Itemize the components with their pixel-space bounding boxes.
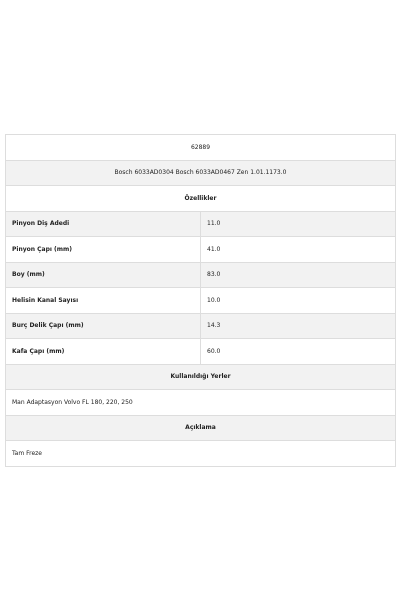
product-references: Bosch 6033AD0304 Bosch 6033AD0467 Zen 1.01.1173.0: [6, 160, 396, 186]
spec-row: [6, 211, 396, 237]
spec-row: [6, 237, 396, 263]
description-text: Tam Freze: [6, 441, 396, 467]
spec-row: [6, 313, 396, 339]
spec-label: Boy (mm): [6, 262, 201, 288]
spec-row: [6, 339, 396, 365]
spec-label: Burç Delik Çapı (mm): [6, 313, 201, 339]
references-row: [6, 160, 396, 186]
specs-header-row: [6, 186, 396, 212]
spec-value: 41.0: [201, 237, 396, 263]
product-code: 62889: [6, 135, 396, 161]
spec-value: 14.3: [201, 313, 396, 339]
description-row: [6, 441, 396, 467]
usage-section-title: Kullanıldığı Yerler: [6, 364, 396, 390]
specs-section-title: Özellikler: [6, 186, 396, 212]
spec-value: 60.0: [201, 339, 396, 365]
description-header-row: [6, 415, 396, 441]
usage-row: [6, 390, 396, 416]
spec-table: [5, 134, 396, 467]
spec-label: Pinyon Çapı (mm): [6, 237, 201, 263]
usage-text: Man Adaptasyon Volvo FL 180, 220, 250: [6, 390, 396, 416]
spec-label: Pinyon Diş Adedi: [6, 211, 201, 237]
spec-value: 10.0: [201, 288, 396, 314]
spec-row: [6, 288, 396, 314]
usage-header-row: [6, 364, 396, 390]
spec-label: Kafa Çapı (mm): [6, 339, 201, 365]
spec-value: 83.0: [201, 262, 396, 288]
spec-label: Helisin Kanal Sayısı: [6, 288, 201, 314]
description-section-title: Açıklama: [6, 415, 396, 441]
spec-value: 11.0: [201, 211, 396, 237]
spec-row: [6, 262, 396, 288]
product-code-row: [6, 135, 396, 161]
